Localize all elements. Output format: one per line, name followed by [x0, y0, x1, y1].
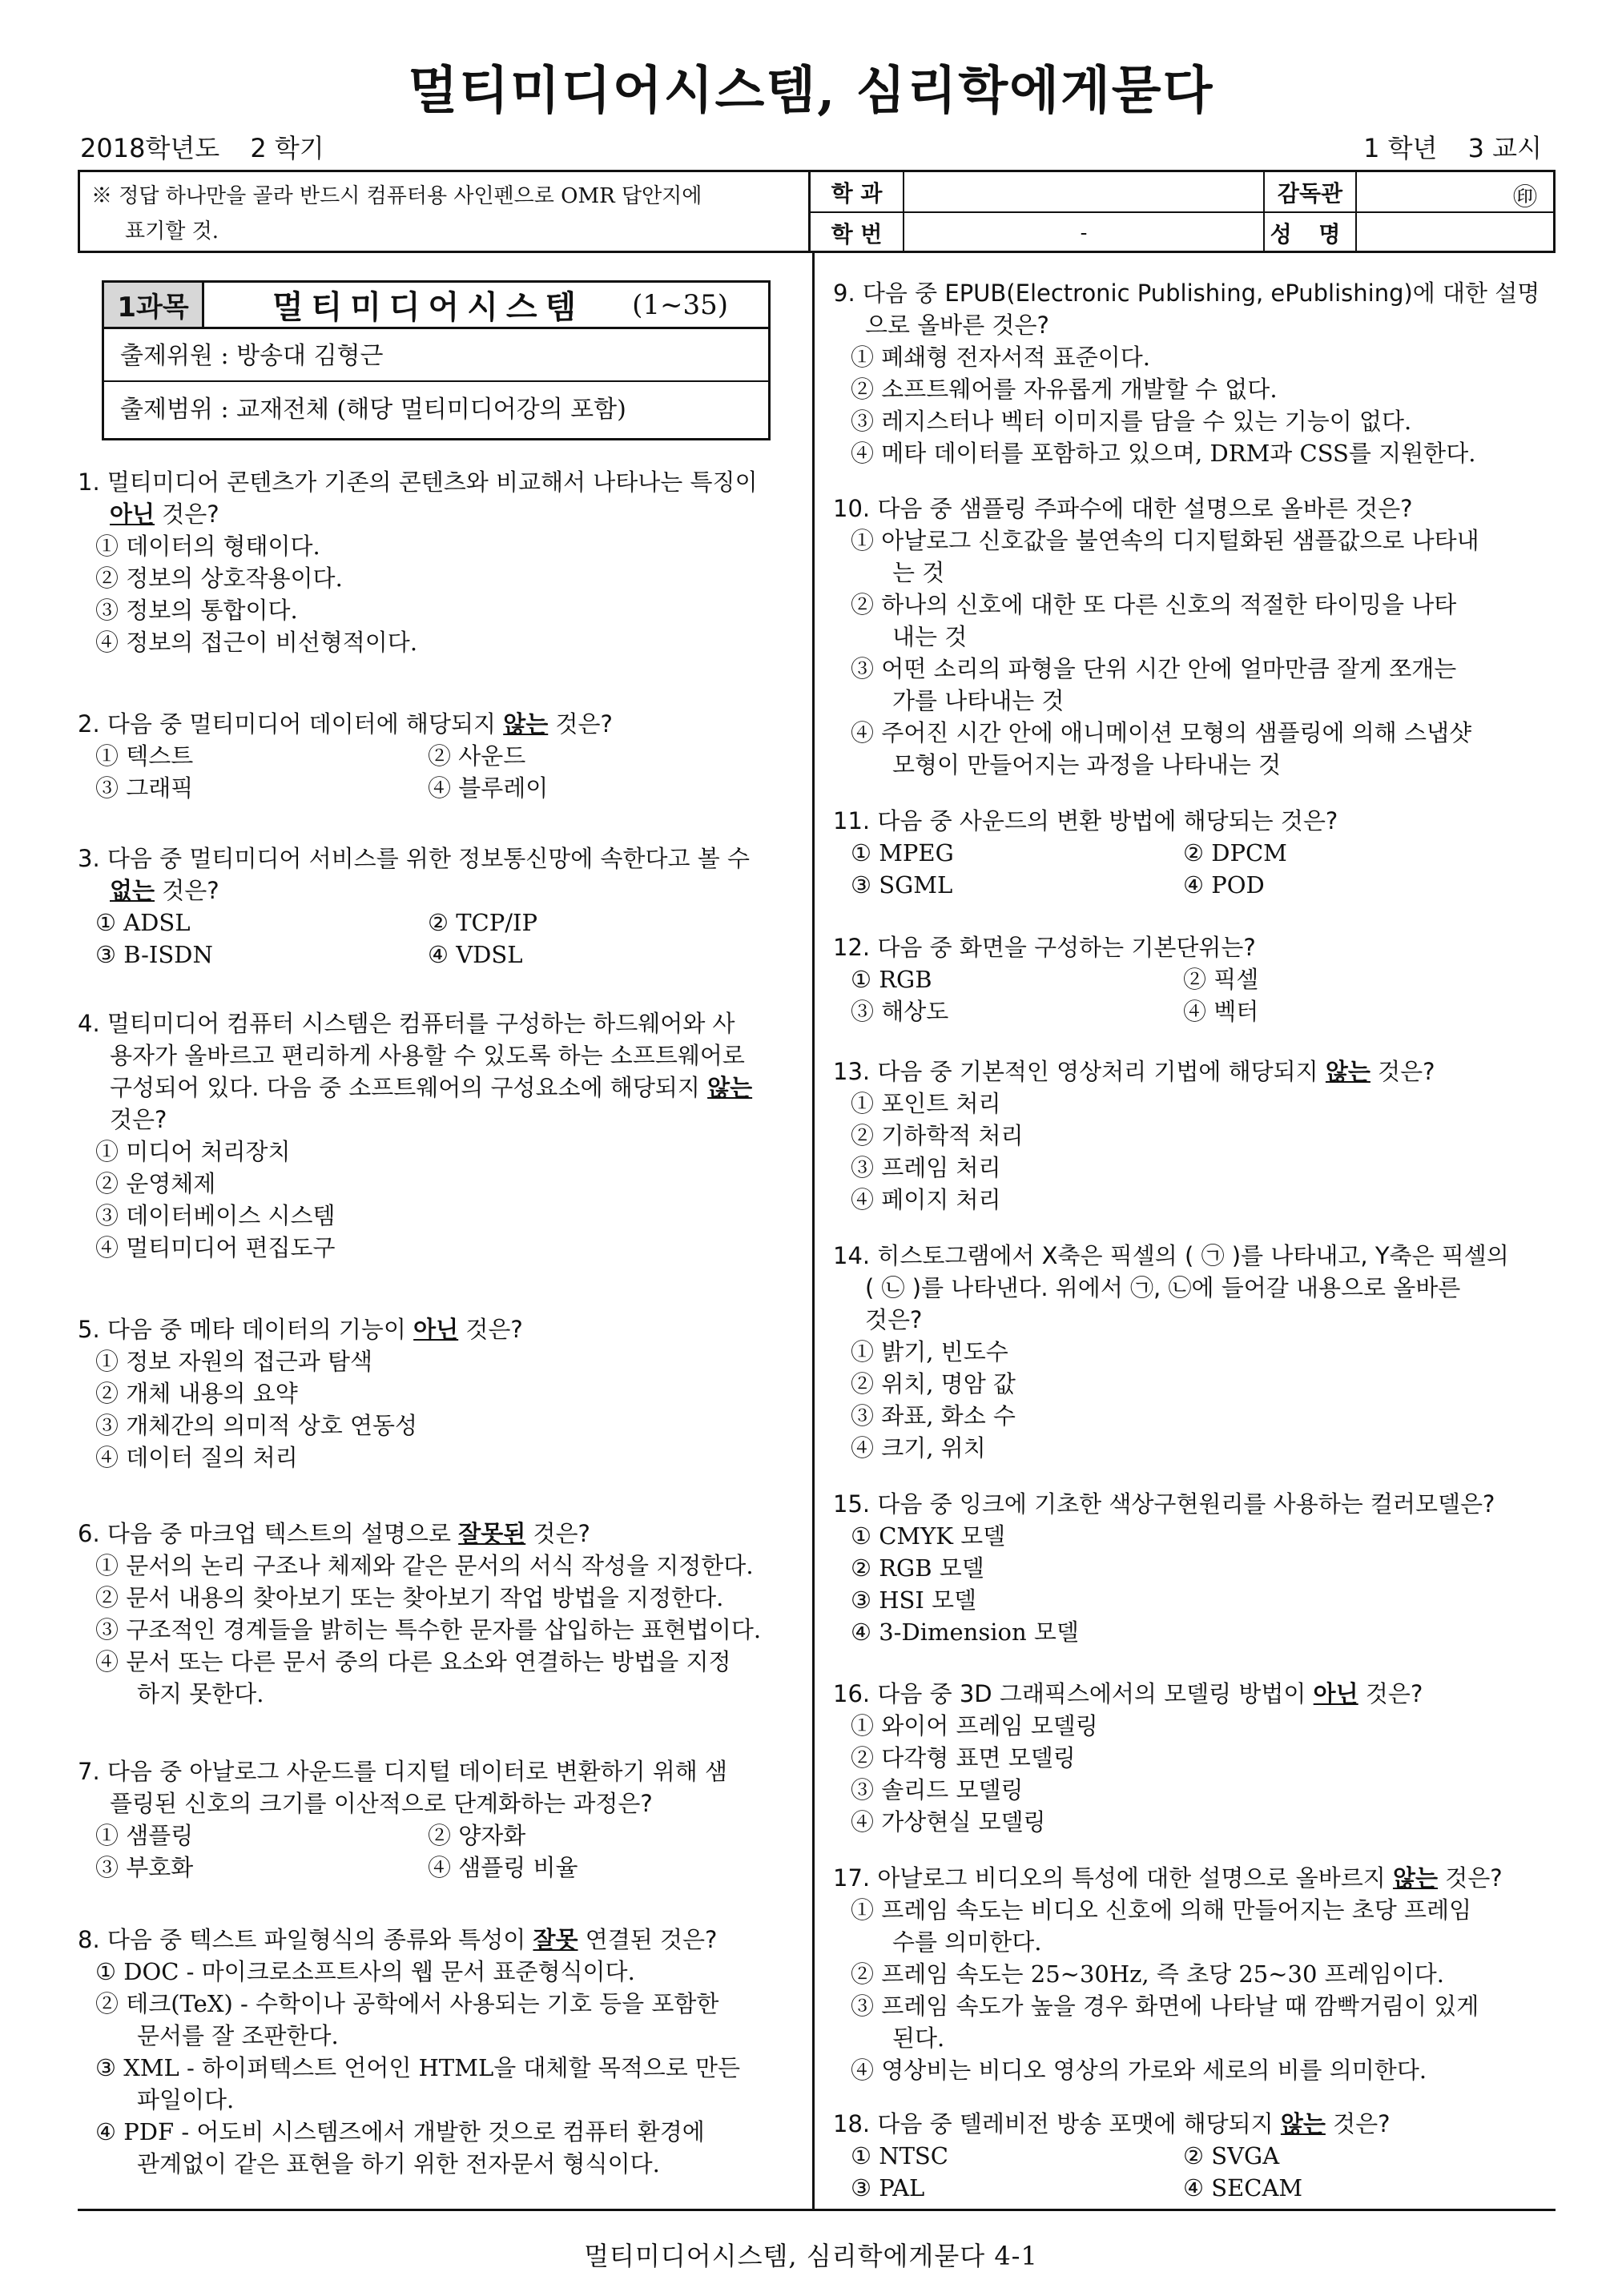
exam-grade: 1 학년 [1363, 133, 1438, 163]
subject-tag: 1과목 [104, 283, 204, 329]
option[interactable]: ② RGB 모델 [851, 1554, 984, 1582]
option[interactable]: ④ 영상비는 비디오 영상의 가로와 세로의 비를 의미한다. [851, 2057, 1427, 2084]
option-text: 관계없이 같은 표현을 하기 위한 전자문서 형식이다. [137, 2150, 660, 2177]
option-text: ① 아날로그 신호값을 불연속의 디지털화된 샘플값으로 나타내 [851, 527, 1479, 554]
option[interactable] [78, 1988, 799, 2052]
option-text: ③ 어떤 소리의 파형을 단위 시간 안에 얼마만큼 잘게 쪼개는 [851, 655, 1457, 682]
option[interactable]: ② 사운드 [428, 742, 526, 770]
option[interactable]: ④ 가상현실 모델링 [851, 1808, 1046, 1836]
question-number: 15. [833, 1490, 871, 1518]
question-stem: 다음 중 사운드의 변환 방법에 해당되는 것은? [877, 807, 1338, 834]
option[interactable]: ① 문서의 논리 구조나 체제와 같은 문서의 서식 작성을 지정한다. [95, 1552, 754, 1579]
question-stem: 다음 중 마크업 텍스트의 설명으로 [107, 1520, 459, 1547]
option-text: 가를 나타내는 것 [892, 687, 1065, 714]
question-stem: 용자가 올바르고 편리하게 사용할 수 있도록 하는 소프트웨어로 [110, 1042, 745, 1069]
option[interactable]: ① 미디어 처리장치 [95, 1138, 291, 1165]
option[interactable]: ④ VDSL [428, 941, 523, 968]
option[interactable]: ③ B-ISDN [95, 941, 213, 968]
question-stem: 다음 중 멀티미디어 서비스를 위한 정보통신망에 속한다고 볼 수 [107, 845, 751, 872]
question-4 [78, 1007, 799, 1264]
student-id-label: 학 번 [831, 221, 883, 247]
option[interactable]: ④ 멀티미디어 편집도구 [95, 1234, 336, 1261]
option[interactable] [833, 1894, 1558, 1958]
exam-year: 2018학년도 [80, 133, 220, 163]
question-18 [833, 2108, 1558, 2204]
option[interactable] [833, 589, 1558, 653]
option[interactable]: ② 픽셀 [1183, 966, 1259, 993]
option[interactable]: ④ 블루레이 [428, 774, 549, 802]
proctor-field[interactable] [1357, 172, 1553, 211]
question-16 [833, 1678, 1558, 1838]
option-text: 는 것 [892, 559, 945, 586]
bottom-rule [78, 2209, 1556, 2211]
option-text: 내는 것 [892, 623, 968, 650]
question-stem: ( ㉡ )를 나타낸다. 위에서 ㉠, ㉡에 들어갈 내용으로 올바른 [865, 1274, 1461, 1301]
option[interactable]: ② 다각형 표면 모델링 [851, 1744, 1076, 1771]
question-number: 2. [78, 710, 100, 738]
question-13 [833, 1056, 1558, 1216]
question-stem: 것은? [155, 501, 219, 528]
question-14 [833, 1240, 1558, 1464]
option[interactable]: ① CMYK 모델 [851, 1522, 1006, 1550]
option[interactable]: ② SVGA [1183, 2142, 1280, 2169]
student-id-dash: - [1080, 221, 1088, 245]
option[interactable]: ① 텍스트 [95, 742, 194, 770]
question-stem: 것은? [1437, 1864, 1503, 1892]
question-stem: 다음 중 화면을 구성하는 기본단위는? [877, 934, 1256, 961]
option[interactable]: ③ PAL [851, 2174, 925, 2202]
option[interactable] [833, 1990, 1558, 2054]
option-text: ④ 문서 또는 다른 문서 중의 다른 요소와 연결하는 방법을 지정 [95, 1648, 731, 1675]
stem-emphasis: 않는 [1325, 1058, 1370, 1085]
question-17 [833, 1862, 1558, 2086]
subject-name: 멀티미디어시스템 [272, 289, 585, 326]
option[interactable]: ④ 데이터 질의 처리 [95, 1444, 298, 1471]
question-stem: 다음 중 기본적인 영상처리 기법에 해당되지 [877, 1058, 1326, 1085]
option[interactable]: ① 밝기, 빈도수 [851, 1338, 1008, 1365]
question-stem: 다음 중 샘플링 주파수에 대한 설명으로 올바른 것은? [877, 495, 1413, 522]
question-number: 10. [833, 495, 871, 522]
question-stem: 플링된 신호의 크기를 이산적으로 단계화하는 과정은? [110, 1790, 653, 1817]
question-stem: 것은? [548, 710, 613, 738]
question-number: 11. [833, 807, 871, 834]
option[interactable]: ① 와이어 프레임 모델링 [851, 1712, 1098, 1739]
question-number: 12. [833, 934, 871, 961]
option-text: ① 프레임 속도는 비디오 신호에 의해 만들어지는 초당 프레임 [851, 1896, 1472, 1924]
option[interactable]: ② 정보의 상호작용이다. [95, 565, 343, 592]
question-number: 1. [78, 468, 100, 496]
student-id-field[interactable] [904, 213, 1263, 253]
instruction-line-2: 표기할 것. [125, 219, 219, 243]
stem-emphasis: 아닌 [1313, 1680, 1358, 1707]
option[interactable]: ④ 페이지 처리 [851, 1186, 1001, 1213]
instructions-box [78, 170, 811, 253]
question-8 [78, 1924, 799, 2180]
option[interactable]: ④ 메타 데이터를 포함하고 있으며, DRM과 CSS를 지원한다. [851, 440, 1476, 467]
option[interactable]: ③ 좌표, 화소 수 [851, 1402, 1016, 1429]
question-stem: 멀티미디어 콘텐츠가 기존의 콘텐츠와 비교해서 나타나는 특징이 [107, 468, 758, 496]
option[interactable]: ④ 벡터 [1183, 998, 1259, 1025]
option[interactable]: ② 소프트웨어를 자유롭게 개발할 수 없다. [851, 376, 1278, 403]
option[interactable]: ③ 솔리드 모델링 [851, 1776, 1024, 1803]
question-2 [78, 708, 799, 804]
question-3 [78, 842, 799, 971]
question-5 [78, 1313, 799, 1474]
question-number: 5. [78, 1316, 100, 1343]
question-15 [833, 1488, 1558, 1648]
page-title: 멀티미디어시스템, 심리학에게묻다 [408, 61, 1214, 121]
option[interactable]: ③ 정보의 통합이다. [95, 597, 298, 624]
option-text: 문서를 잘 조판한다. [137, 2022, 339, 2049]
question-number: 7. [78, 1758, 100, 1785]
option[interactable]: ② 프레임 속도는 25~30Hz, 즉 초당 25~30 프레임이다. [851, 1960, 1444, 1988]
question-12 [833, 931, 1558, 1027]
option[interactable]: ② TCP/IP [428, 909, 537, 936]
instruction-line-1: ※ 정답 하나만을 골라 반드시 컴퓨터용 사인펜으로 OMR 답안지에 [91, 184, 702, 208]
option[interactable]: ③ 프레임 처리 [851, 1154, 1001, 1181]
question-number: 9. [833, 279, 855, 307]
seal-mark: ㊞ [1513, 183, 1537, 211]
option[interactable]: ③ 개체간의 의미적 상호 연동성 [95, 1412, 418, 1439]
option[interactable]: ③ 구조적인 경계들을 밝히는 특수한 문자를 삽입하는 표현법이다. [95, 1616, 762, 1643]
option[interactable]: ③ SGML [851, 871, 953, 899]
column-divider [812, 253, 815, 2211]
question-stem: 다음 중 멀티미디어 데이터에 해당되지 [107, 710, 504, 738]
question-number: 13. [833, 1058, 871, 1085]
question-11 [833, 805, 1558, 901]
dept-label: 학 과 [831, 179, 883, 207]
question-stem: 다음 중 EPUB(Electronic Publishing, ePublishing)에 대한 설명 [862, 279, 1540, 307]
question-stem: 연결된 것은? [578, 1926, 718, 1953]
question-number: 8. [78, 1926, 100, 1953]
question-number: 14. [833, 1242, 871, 1269]
question-stem: 다음 중 잉크에 기초한 색상구현원리를 사용하는 컬러모델은? [877, 1490, 1495, 1518]
option[interactable]: ② 기하학적 처리 [851, 1122, 1024, 1149]
question-stem: 것은? [525, 1520, 590, 1547]
option[interactable]: ① RGB [851, 966, 932, 993]
option-text: ③ 프레임 속도가 높을 경우 화면에 나타날 때 깜빡거림이 있게 [851, 1992, 1479, 2020]
option[interactable] [78, 2116, 799, 2180]
subject-header [204, 283, 768, 329]
question-number: 18. [833, 2110, 871, 2137]
question-stem: 것은? [110, 1106, 167, 1133]
stem-emphasis: 잘못된 [458, 1520, 526, 1547]
question-6 [78, 1518, 799, 1710]
question-number: 17. [833, 1864, 871, 1892]
name-field[interactable] [1357, 213, 1553, 253]
question-9 [833, 277, 1558, 469]
question-stem: 것은? [458, 1316, 523, 1343]
exam-term [80, 128, 347, 165]
stem-emphasis: 않는 [503, 710, 549, 738]
dept-field[interactable] [904, 172, 1263, 211]
option[interactable]: ② 위치, 명암 값 [851, 1370, 1016, 1397]
option[interactable]: ③ 해상도 [851, 998, 949, 1025]
page-footer: 멀티미디어시스템, 심리학에게묻다 4-1 [584, 2241, 1038, 2271]
question-stem: 다음 중 3D 그래픽스에서의 모델링 방법이 [877, 1680, 1314, 1707]
exam-session [1363, 128, 1542, 165]
option-text: 수를 의미한다. [892, 1928, 1042, 1956]
question-stem: 다음 중 메타 데이터의 기능이 [107, 1316, 414, 1343]
option[interactable]: ① DOC - 마이크로소프트사의 웹 문서 표준형식이다. [95, 1958, 635, 1985]
stem-emphasis: 없는 [110, 877, 155, 904]
option[interactable]: ③ HSI 모델 [851, 1586, 977, 1614]
stem-emphasis: 잘못 [533, 1926, 578, 1953]
option[interactable]: ② 문서 내용의 찾아보기 또는 찾아보기 작업 방법을 지정한다. [95, 1584, 724, 1611]
option-text: ② 테크(TeX) - 수학이나 공학에서 사용되는 기호 등을 포함한 [95, 1990, 719, 2017]
question-stem: 다음 중 텍스트 파일형식의 종류와 특성이 [107, 1926, 533, 1953]
option[interactable]: ③ 부호화 [95, 1854, 194, 1881]
option[interactable]: ② 양자화 [428, 1822, 526, 1849]
option[interactable]: ② DPCM [1183, 839, 1287, 867]
question-stem: 것은? [865, 1306, 923, 1333]
proctor-label: 감독관 [1277, 179, 1343, 207]
option[interactable]: ④ 3-Dimension 모델 [851, 1618, 1079, 1646]
option[interactable] [833, 525, 1558, 589]
option[interactable]: ① 포인트 처리 [851, 1090, 1001, 1117]
option-text: 된다. [892, 2025, 945, 2052]
option[interactable]: ① NTSC [851, 2142, 948, 2169]
question-stem: 것은? [155, 877, 219, 904]
option[interactable]: ① ADSL [95, 909, 191, 936]
option[interactable]: ③ 레지스터나 벡터 이미지를 담을 수 있는 기능이 없다. [851, 408, 1412, 435]
option[interactable]: ④ 정보의 접근이 비선형적이다. [95, 629, 418, 656]
student-info-table [811, 170, 1556, 253]
stem-emphasis: 아닌 [110, 501, 155, 528]
question-stem: 것은? [1370, 1058, 1435, 1085]
option[interactable]: ③ 그래픽 [95, 774, 194, 802]
subject-range: (1~35) [632, 288, 729, 321]
option[interactable]: ① 데이터의 형태이다. [95, 533, 320, 560]
stem-emphasis: 않는 [1392, 1864, 1438, 1892]
name-label: 성 명 [1270, 221, 1350, 247]
question-number: 6. [78, 1520, 100, 1547]
subject-scope: 출제범위 : 교재전체 (해당 멀티미디어강의 포함) [120, 396, 626, 424]
option[interactable]: ① 폐쇄형 전자서적 표준이다. [851, 344, 1151, 371]
question-stem: 구성되어 있다. 다음 중 소프트웨어의 구성요소에 해당되지 [110, 1074, 708, 1101]
option[interactable]: ① 정보 자원의 접근과 탐색 [95, 1348, 373, 1375]
question-stem: 것은? [1358, 1680, 1423, 1707]
option[interactable] [833, 717, 1558, 781]
option[interactable]: ④ SECAM [1183, 2174, 1303, 2202]
exam-semester: 2 학기 [250, 133, 324, 163]
question-number: 16. [833, 1680, 871, 1707]
question-7 [78, 1755, 799, 1884]
exam-period: 3 교시 [1467, 133, 1542, 163]
option-text: ④ PDF - 어도비 시스템즈에서 개발한 것으로 컴퓨터 환경에 [95, 2118, 705, 2145]
option[interactable]: ② 운영체제 [95, 1170, 216, 1197]
option-text: ③ XML - 하이퍼텍스트 언어인 HTML을 대체할 목적으로 만든 [95, 2054, 740, 2081]
option[interactable] [78, 1646, 799, 1710]
question-stem: 멀티미디어 컴퓨터 시스템은 컴퓨터를 구성하는 하드웨어와 사 [107, 1010, 735, 1037]
question-stem: 것은? [1325, 2110, 1391, 2137]
option[interactable]: ④ 크기, 위치 [851, 1434, 986, 1462]
question-1 [78, 466, 799, 658]
option[interactable] [833, 653, 1558, 717]
option-text: ② 하나의 신호에 대한 또 다른 신호의 적절한 타이밍을 나타 [851, 591, 1457, 618]
option[interactable]: ② 개체 내용의 요약 [95, 1380, 298, 1407]
subject-box [102, 280, 771, 440]
option[interactable]: ① 샘플링 [95, 1822, 194, 1849]
question-number: 4. [78, 1010, 100, 1037]
question-stem: 히스토그램에서 X축은 픽셀의 ( ㉠ )를 나타내고, Y축은 픽셀의 [877, 1242, 1509, 1269]
option-text: ④ 주어진 시간 안에 애니메이션 모형의 샘플링에 의해 스냅샷 [851, 719, 1472, 746]
question-stem: 으로 올바른 것은? [865, 312, 1049, 339]
question-number: 3. [78, 845, 100, 872]
option[interactable]: ③ 데이터베이스 시스템 [95, 1202, 336, 1229]
option[interactable]: ① MPEG [851, 839, 954, 867]
question-stem: 다음 중 아날로그 사운드를 디지털 데이터로 변환하기 위해 샘 [107, 1758, 727, 1785]
stem-emphasis: 않는 [1280, 2110, 1326, 2137]
option-text: 모형이 만들어지는 과정을 나타내는 것 [892, 751, 1282, 778]
option[interactable]: ④ POD [1183, 871, 1265, 899]
subject-author: 출제위원 : 방송대 김형근 [120, 342, 384, 370]
question-10 [833, 493, 1558, 781]
stem-emphasis: 아닌 [413, 1316, 459, 1343]
stem-emphasis: 않는 [707, 1074, 753, 1101]
option-text: 파일이다. [137, 2086, 235, 2113]
question-stem: 다음 중 텔레비전 방송 포맷에 해당되지 [877, 2110, 1281, 2137]
question-stem: 아날로그 비디오의 특성에 대한 설명으로 올바르지 [877, 1864, 1393, 1892]
option-text: 하지 못한다. [137, 1680, 264, 1707]
option[interactable]: ④ 샘플링 비율 [428, 1854, 578, 1881]
option[interactable] [78, 2052, 799, 2116]
